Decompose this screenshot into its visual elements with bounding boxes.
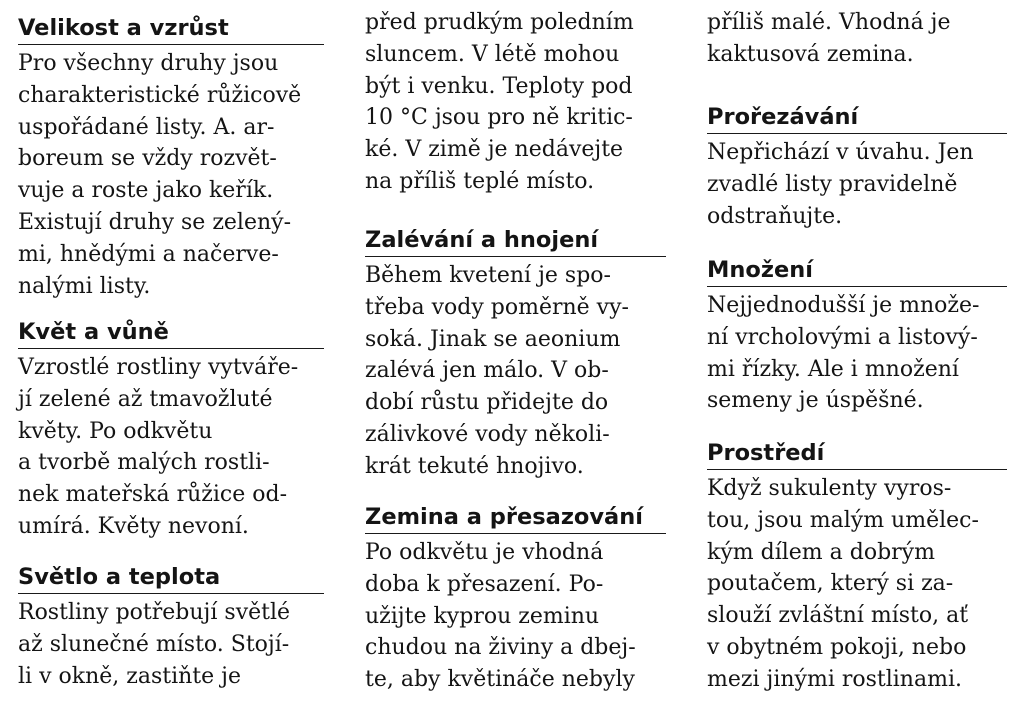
text-line: te, aby květináče nebyly: [365, 667, 635, 693]
text-line: vuje a roste jako keřík.: [18, 178, 274, 204]
section-text: [18, 352, 324, 543]
text-line: boreum se vždy rozvět-: [18, 146, 277, 172]
text-line: příliš malé. Vhodná je: [707, 10, 951, 35]
text-line: sluncem. V létě mohou: [365, 41, 620, 67]
section-zemina-a-presazovani: [365, 503, 666, 696]
section-text: [707, 7, 1007, 71]
text-line: kým dílem a dobrým: [707, 539, 935, 565]
text-line: li v okně, zastiňte je: [18, 663, 241, 689]
text-line: Po odkvětu je vhodná: [365, 540, 604, 565]
section-heading: Prořezávání: [707, 103, 1007, 134]
text-line: tou, jsou malým umělec-: [707, 507, 979, 533]
section-text: [365, 260, 666, 483]
text-line: třeba vody poměrně vy-: [365, 294, 629, 320]
text-line: Pro všechny druhy jsou: [18, 51, 279, 76]
text-line: zálivkové vody několi-: [365, 421, 610, 447]
text-line: mi, hnědými a načerve-: [18, 241, 279, 267]
text-line: slouží zvláštní místo, ať: [707, 603, 969, 629]
section-heading: Zalévání a hnojení: [365, 226, 666, 257]
section-kvet-a-vune: [18, 318, 324, 543]
section-velikost-a-vzrust: [18, 14, 324, 302]
text-line: Nepřichází v úvahu. Jen: [707, 140, 974, 165]
text-line: až slunečné místo. Stojí-: [18, 631, 290, 657]
text-line: jí zelené až tmavožluté: [18, 386, 273, 412]
text-line: zvadlé listy pravidelně: [707, 171, 958, 197]
text-line: Během kvetení je spo-: [365, 263, 611, 288]
section-heading: Zemina a přesazování: [365, 503, 666, 534]
section-text: [707, 473, 1007, 696]
text-line: Vzrostlé rostliny vytváře-: [18, 355, 299, 380]
text-line: umírá. Květy nevoní.: [18, 513, 249, 539]
text-line: a tvorbě malých rostli-: [18, 450, 270, 476]
text-line: semeny je úspěšné.: [707, 388, 924, 414]
section-svetlo-a-teplota: [18, 563, 324, 692]
section-prorezavani: [707, 103, 1007, 232]
text-line: ké. V zimě je nedávejte: [365, 137, 624, 163]
text-line: charakteristické růžicově: [18, 82, 302, 108]
section-text: [18, 597, 324, 692]
section-prostredi: [707, 439, 1007, 696]
text-line: květy. Po odkvětu: [18, 418, 213, 444]
text-line: Nejjednodušší je množe-: [707, 293, 980, 318]
text-line: v obytném pokoji, nebo: [707, 634, 967, 660]
section-zemina-continued: [707, 7, 1007, 71]
text-line: Existují druhy se zelený-: [18, 209, 292, 235]
text-line: zalévá jen málo. V ob-: [365, 358, 609, 384]
text-line: na příliš teplé místo.: [365, 168, 595, 194]
section-heading: Velikost a vzrůst: [18, 14, 324, 45]
text-line: nek mateřská růžice od-: [18, 482, 288, 508]
text-line: soká. Jinak se aeonium: [365, 326, 621, 352]
text-line: chudou na živiny a dbej-: [365, 635, 636, 661]
section-svetlo-a-teplota-continued: [365, 7, 666, 198]
text-line: dobí růstu přidejte do: [365, 390, 609, 416]
text-line: 10 °C jsou pro ně kritic-: [365, 105, 633, 131]
section-text: [365, 7, 666, 198]
section-text: [707, 137, 1007, 232]
section-heading: Množení: [707, 256, 1007, 287]
text-line: Když sukulenty vyros-: [707, 476, 952, 501]
text-line: nalými listy.: [18, 273, 151, 299]
text-line: mi řízky. Ale i množení: [707, 356, 959, 382]
text-line: kaktusová zemina.: [707, 41, 914, 67]
text-line: Rostliny potřebují světlé: [18, 600, 291, 625]
text-line: poutačem, který si za-: [707, 571, 954, 597]
section-heading: Květ a vůně: [18, 318, 324, 349]
text-line: uspořádané listy. A. ar-: [18, 114, 275, 140]
section-text: [707, 290, 1007, 417]
section-mnozeni: [707, 256, 1007, 417]
text-line: mezi jinými rostlinami.: [707, 666, 962, 692]
text-line: ní vrcholovými a listový-: [707, 324, 978, 350]
text-line: krát tekuté hnojivo.: [365, 453, 584, 479]
section-text: [365, 537, 666, 696]
text-line: užijte kyprou zeminu: [365, 603, 600, 629]
text-line: doba k přesazení. Po-: [365, 571, 604, 597]
section-heading: Světlo a teplota: [18, 563, 324, 594]
text-line: být i venku. Teploty pod: [365, 73, 633, 99]
section-heading: Prostředí: [707, 439, 1007, 470]
text-line: před prudkým poledním: [365, 10, 634, 35]
text-line: odstraňujte.: [707, 203, 843, 229]
section-zalevani-a-hnojeni: [365, 226, 666, 483]
section-text: [18, 48, 324, 302]
